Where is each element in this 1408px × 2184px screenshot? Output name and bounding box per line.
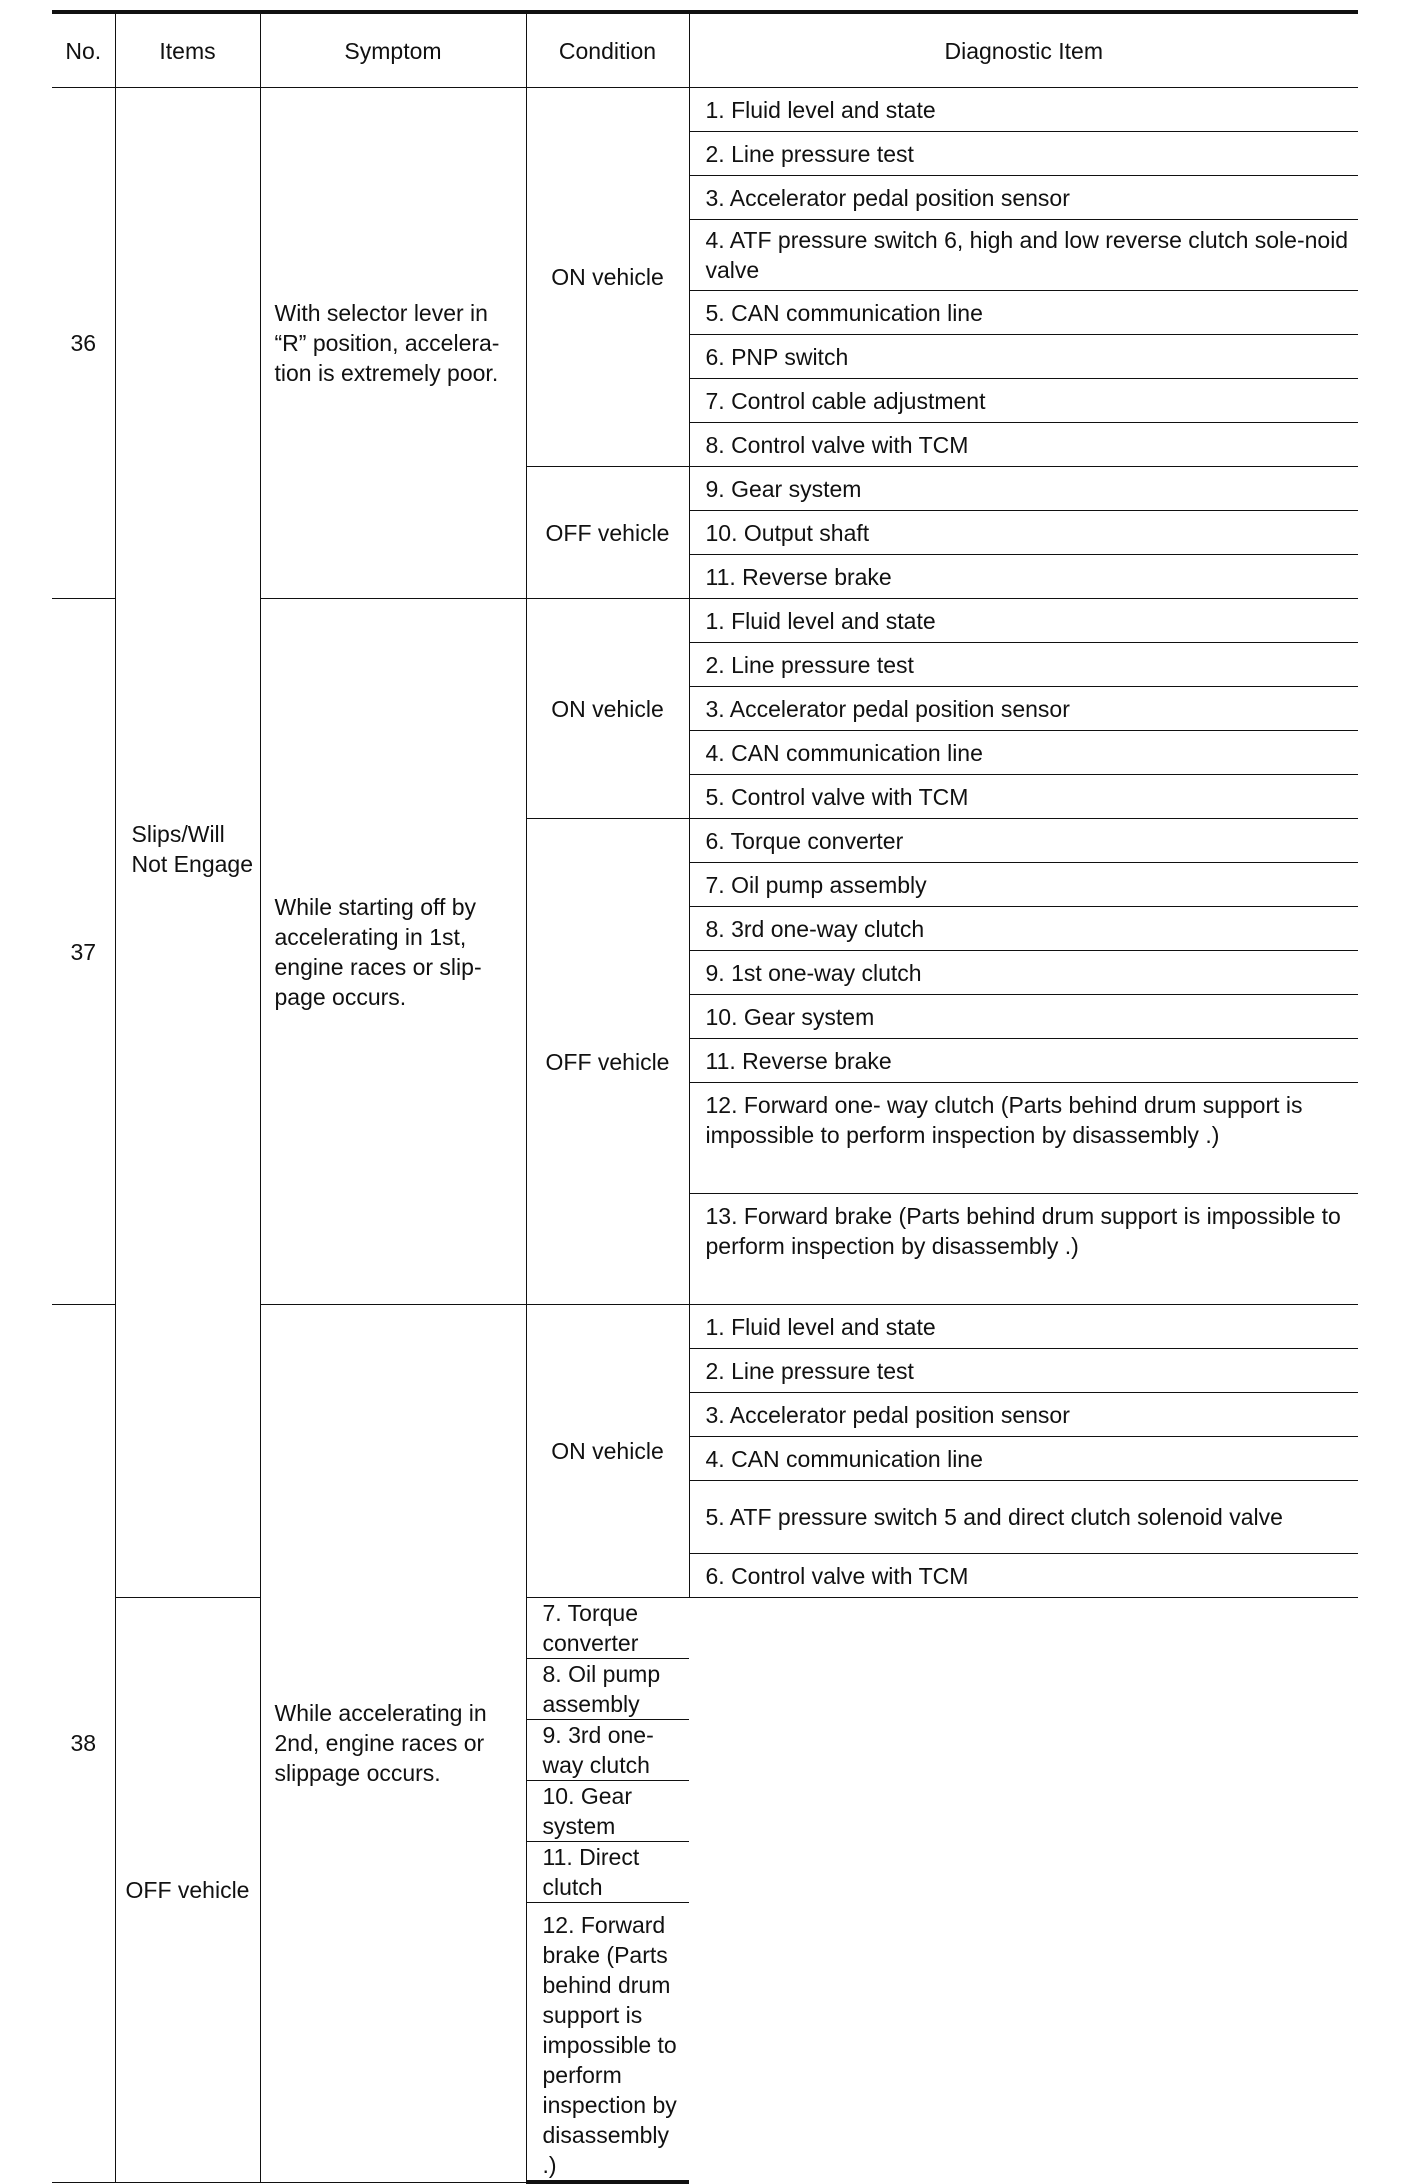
header-row bbox=[52, 12, 1358, 88]
condition-on-vehicle: ON vehicle bbox=[526, 88, 689, 467]
diagnostic-item: 10. Gear system bbox=[689, 995, 1358, 1039]
condition-off-vehicle: OFF vehicle bbox=[526, 819, 689, 1305]
diagnostic-item: 11. Reverse brake bbox=[689, 555, 1358, 599]
symptom-cell bbox=[260, 88, 526, 599]
diagnostic-item: 6. Torque converter bbox=[689, 819, 1358, 863]
row-number: 36 bbox=[52, 88, 115, 599]
header-no: No. bbox=[52, 12, 115, 88]
diagnostic-table bbox=[52, 10, 1358, 2184]
diagnostic-item: 1. Fluid level and state bbox=[689, 88, 1358, 132]
diagnostic-item: 9. Gear system bbox=[689, 467, 1358, 511]
header-items: Items bbox=[115, 12, 260, 88]
diagnostic-item: 6. PNP switch bbox=[689, 335, 1358, 379]
condition-off-vehicle: OFF vehicle bbox=[526, 467, 689, 599]
symptom-text: With selector lever in “R” position, accelera-tion is extremely poor. bbox=[274, 300, 500, 386]
diagnostic-item: 13. Forward brake (Parts behind drum support is impossible to perform inspection by disassembly .) bbox=[689, 1194, 1358, 1305]
symptom-text: While starting off by accelerating in 1st, engine races or slip-page occurs. bbox=[274, 893, 482, 1010]
diagnostic-item: 12. Forward brake (Parts behind drum support is impossible to perform inspection by disassembly .) bbox=[526, 1903, 689, 2183]
diagnostic-item: 8. 3rd one-way clutch bbox=[689, 907, 1358, 951]
row-number: 37 bbox=[52, 599, 115, 1305]
diagnostic-item: 10. Output shaft bbox=[689, 511, 1358, 555]
diagnostic-item: 6. Control valve with TCM bbox=[689, 1554, 1358, 1598]
diagnostic-item: 3. Accelerator pedal position sensor bbox=[689, 687, 1358, 731]
diagnostic-item: 11. Reverse brake bbox=[689, 1039, 1358, 1083]
symptom-cell bbox=[260, 599, 526, 1305]
diagnostic-item: 5. Control valve with TCM bbox=[689, 775, 1358, 819]
diagnostic-item: 3. Accelerator pedal position sensor bbox=[689, 176, 1358, 220]
symptom-cell bbox=[260, 1305, 526, 2183]
row-number: 38 bbox=[52, 1305, 115, 2183]
diagnostic-item: 4. CAN communication line bbox=[689, 1437, 1358, 1481]
diagnostic-item: 3. Accelerator pedal position sensor bbox=[689, 1393, 1358, 1437]
condition-off-vehicle: OFF vehicle bbox=[115, 1598, 260, 2183]
header-symptom: Symptom bbox=[260, 12, 526, 88]
diagnostic-item: 4. ATF pressure switch 6, high and low reverse clutch sole-noid valve bbox=[689, 220, 1358, 291]
condition-on-vehicle: ON vehicle bbox=[526, 1305, 689, 1598]
symptom-text: While accelerating in 2nd, engine races or slippage occurs. bbox=[274, 1700, 487, 1787]
condition-on-vehicle: ON vehicle bbox=[526, 599, 689, 819]
table-row bbox=[52, 1598, 1358, 1659]
table-row bbox=[52, 88, 1358, 132]
diagnostic-item: 9. 1st one-way clutch bbox=[689, 951, 1358, 995]
diagnostic-item: 11. Direct clutch bbox=[526, 1842, 689, 1903]
diagnostic-item: 2. Line pressure test bbox=[689, 643, 1358, 687]
diagnostic-item: 2. Line pressure test bbox=[689, 132, 1358, 176]
diagnostic-item: 7. Control cable adjustment bbox=[689, 379, 1358, 423]
diagnostic-item: 2. Line pressure test bbox=[689, 1349, 1358, 1393]
diagnostic-item: 9. 3rd one-way clutch bbox=[526, 1720, 689, 1781]
diagnostic-item: 5. ATF pressure switch 5 and direct clutch solenoid valve bbox=[689, 1481, 1358, 1554]
document-page bbox=[52, 10, 1358, 2184]
diagnostic-item: 8. Oil pump assembly bbox=[526, 1659, 689, 1720]
diagnostic-item: 8. Control valve with TCM bbox=[689, 423, 1358, 467]
category-cell: Slips/Will Not Engage bbox=[115, 88, 260, 1598]
diagnostic-item: 1. Fluid level and state bbox=[689, 1305, 1358, 1349]
diagnostic-item: 1. Fluid level and state bbox=[689, 599, 1358, 643]
diagnostic-item: 5. CAN communication line bbox=[689, 291, 1358, 335]
header-diagnostic-item: Diagnostic Item bbox=[689, 12, 1358, 88]
header-condition: Condition bbox=[526, 12, 689, 88]
diagnostic-item: 7. Torque converter bbox=[526, 1598, 689, 1659]
diagnostic-item: 7. Oil pump assembly bbox=[689, 863, 1358, 907]
diagnostic-item: 12. Forward one- way clutch (Parts behind drum support is impossible to perform inspection by disassembly .) bbox=[689, 1083, 1358, 1194]
diagnostic-item: 10. Gear system bbox=[526, 1781, 689, 1842]
diagnostic-item: 4. CAN communication line bbox=[689, 731, 1358, 775]
